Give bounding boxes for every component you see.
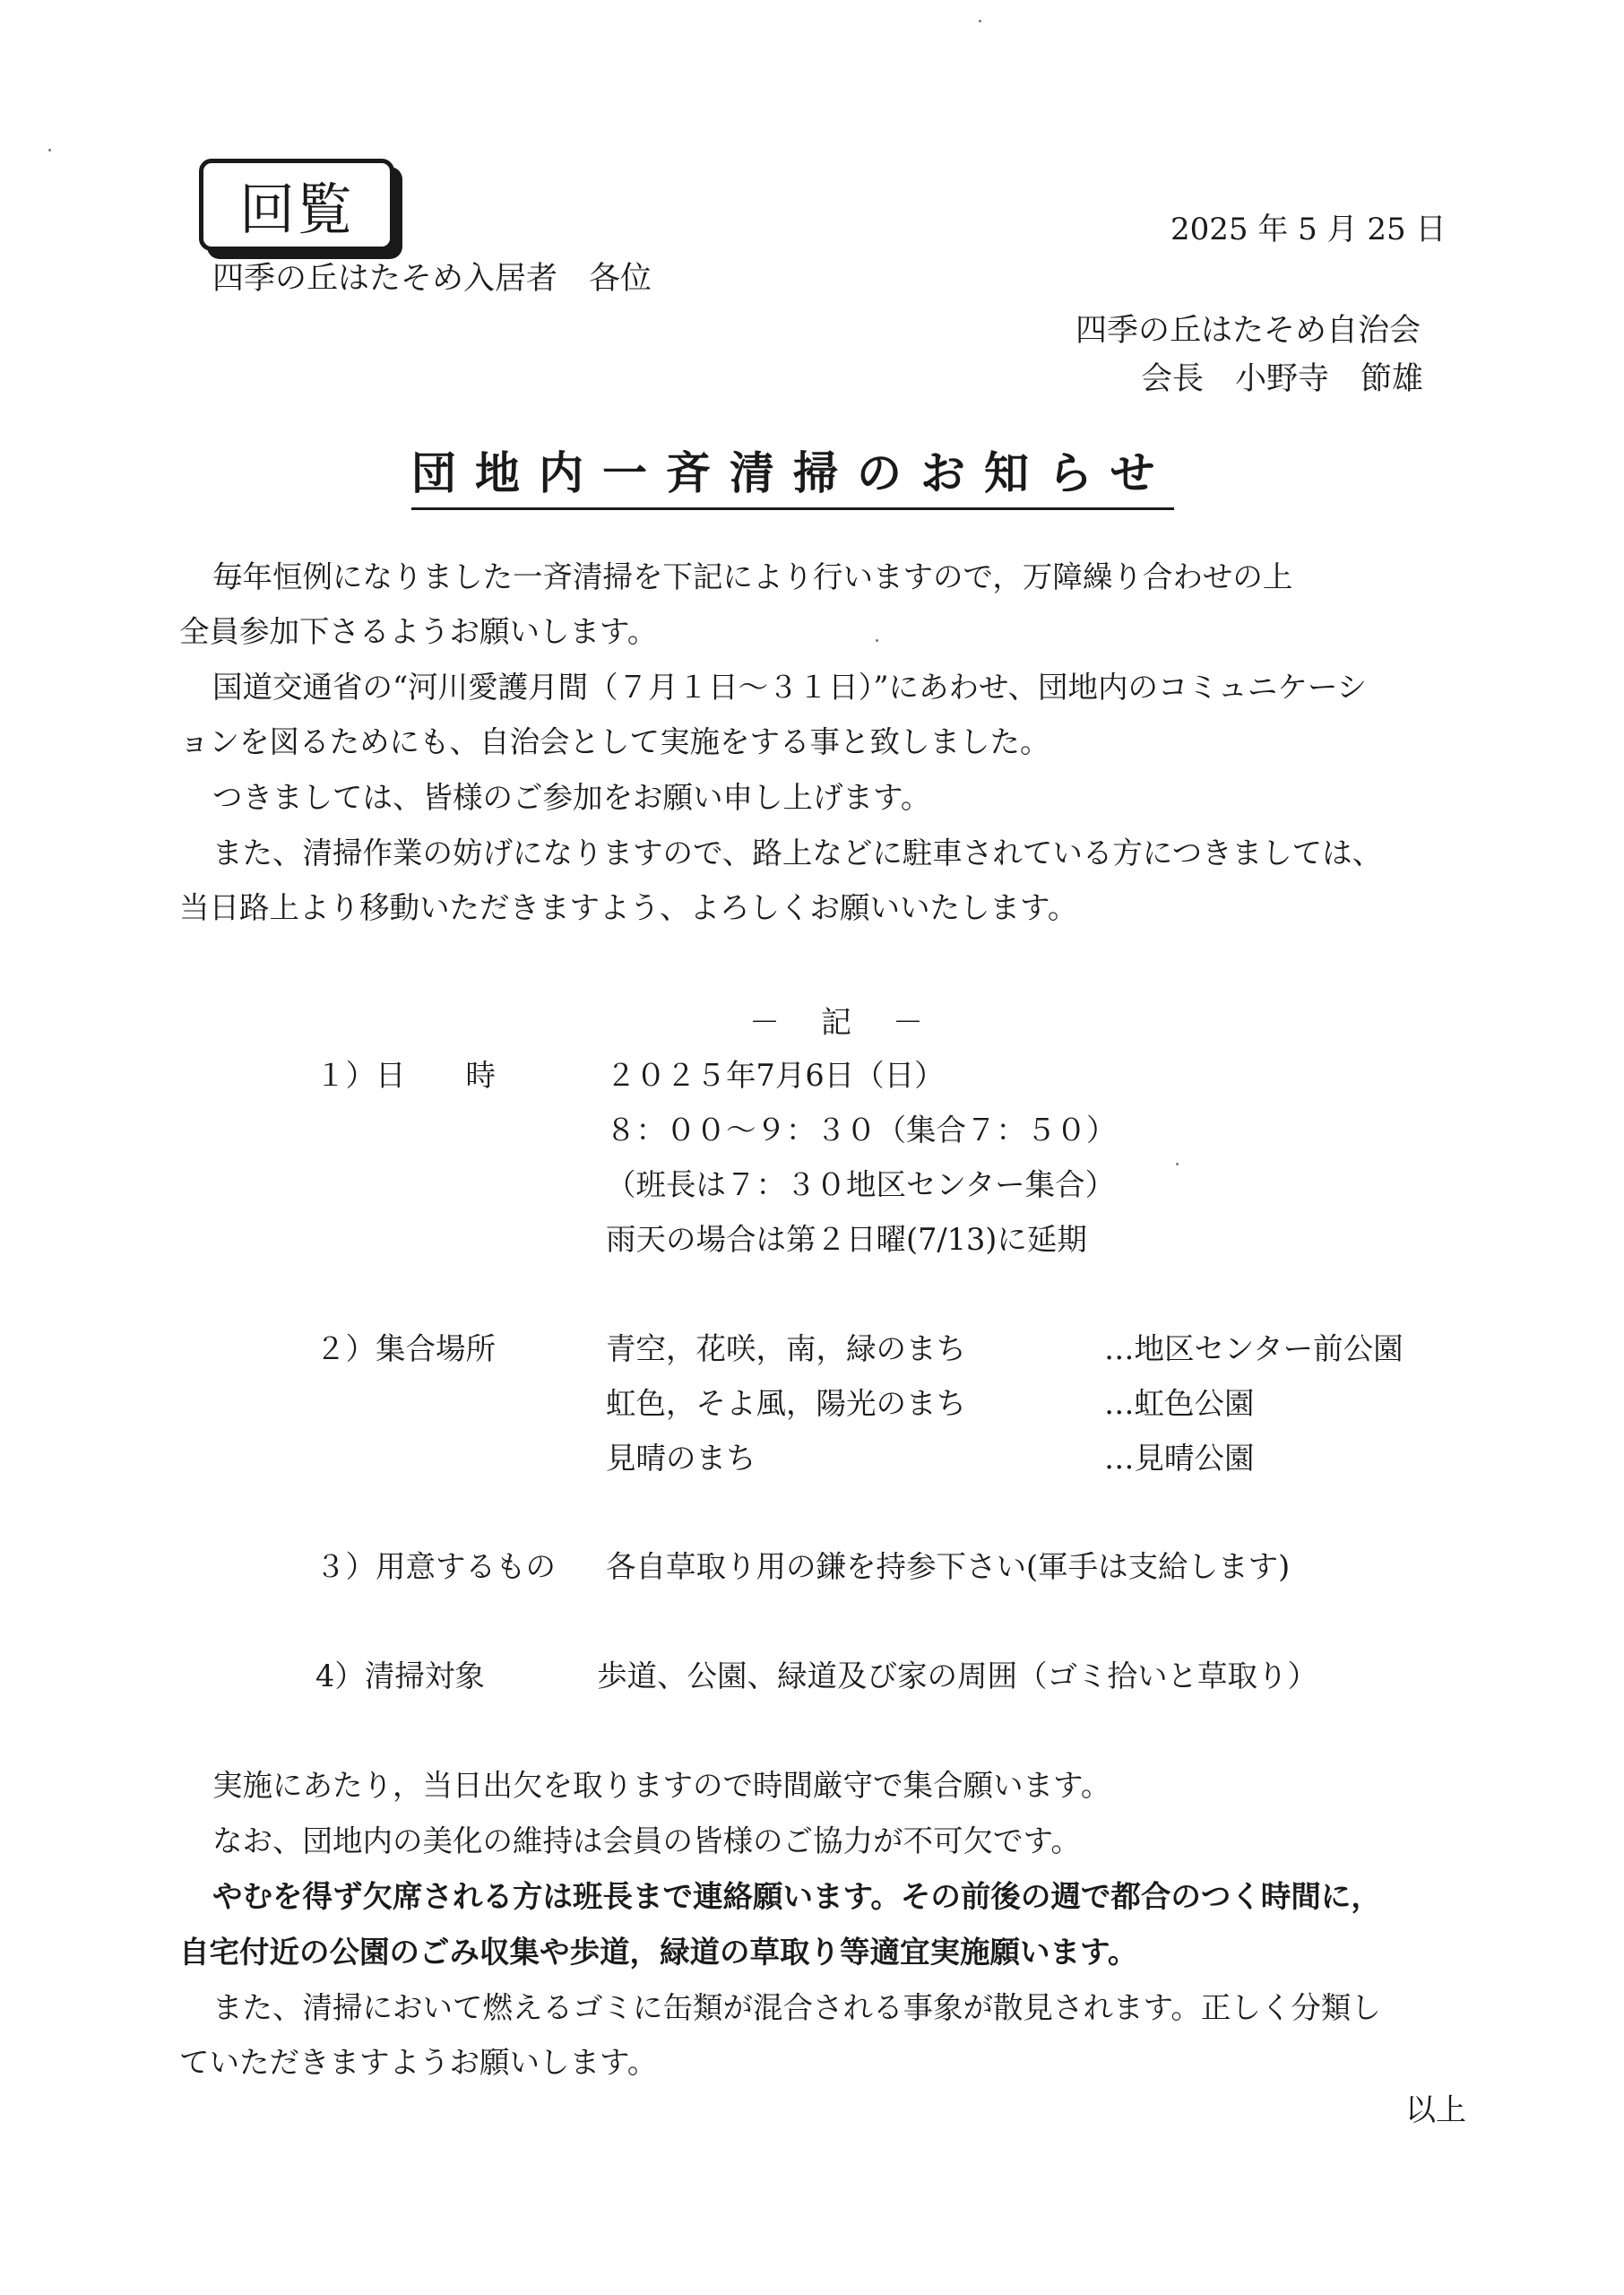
item-prepare-label: ３）用意するもの bbox=[315, 1549, 556, 1584]
closing-line: なお、団地内の美化の維持は会員の皆様のご協力が不可欠です。 bbox=[212, 1823, 1081, 1858]
notice-title: 団地内一斉清掃のお知らせ bbox=[411, 437, 1174, 510]
recipient: 四季の丘はたそめ入居者 各位 bbox=[212, 261, 652, 297]
meeting-place: …虹色公園 bbox=[1104, 1386, 1255, 1421]
sender-president: 会長 小野寺 節雄 bbox=[1141, 361, 1424, 397]
item-prepare-value: 各自草取り用の鎌を持参下さい(軍手は支給します) bbox=[606, 1549, 1291, 1584]
ki-heading: － 記 － bbox=[749, 1005, 929, 1041]
item-meeting-label: ２）集合場所 bbox=[315, 1331, 496, 1366]
meeting-place: …地区センター前公園 bbox=[1104, 1331, 1404, 1366]
closing-line: 実施にあたり，当日出欠を取りますので時間厳守で集合願います。 bbox=[212, 1768, 1111, 1803]
intro-line: また、清掃作業の妨げになりますので、路上などに駐車されている方につきましては、 bbox=[212, 836, 1383, 870]
intro-line: 全員参加下さるようお願いします。 bbox=[179, 614, 658, 649]
item-datetime-line: ２０２５年7月6日（日） bbox=[606, 1058, 945, 1093]
closing-line-bold: 自宅付近の公園のごみ収集や歩道，緑道の草取り等適宜実施願います。 bbox=[179, 1935, 1138, 1970]
closing-ijou: 以上 bbox=[1405, 2092, 1466, 2128]
scan-speck bbox=[48, 149, 51, 152]
intro-line: つきましては、皆様のご参加をお願い申し上げます。 bbox=[212, 780, 931, 815]
meeting-areas: 青空，花咲，南，緑のまち bbox=[606, 1331, 966, 1366]
item-datetime-line: （班長は７：３０地区センター集合） bbox=[606, 1167, 1116, 1202]
item-target-value: 歩道、公園、緑道及び家の周囲（ゴミ拾いと草取り） bbox=[597, 1658, 1317, 1693]
scan-speck bbox=[1176, 1163, 1179, 1165]
closing-line: ていただきますようお願いします。 bbox=[179, 2045, 658, 2080]
scan-speck bbox=[979, 20, 981, 22]
meeting-place: …見晴公園 bbox=[1104, 1441, 1255, 1476]
meeting-areas: 見晴のまち bbox=[606, 1441, 756, 1476]
intro-line: ョンを図るためにも、自治会として実施をする事と致しました。 bbox=[179, 724, 1050, 759]
closing-line: また、清掃において燃えるゴミに缶類が混合される事象が散見されます。正しく分類し bbox=[212, 1990, 1381, 2025]
sender-organization: 四季の丘はたそめ自治会 bbox=[1075, 313, 1421, 349]
item-target-label: 4）清掃対象 bbox=[315, 1658, 485, 1693]
meeting-areas: 虹色，そよ風，陽光のまち bbox=[606, 1386, 966, 1421]
circulation-stamp: 回覧 bbox=[199, 159, 394, 251]
item-datetime-line: ８：００～９：３０（集合７：５０） bbox=[606, 1113, 1117, 1148]
issue-date: 2025 年 5 月 25 日 bbox=[1170, 212, 1447, 247]
scan-speck bbox=[876, 639, 878, 642]
item-datetime-line: 雨天の場合は第２日曜(7/13)に延期 bbox=[606, 1222, 1087, 1257]
intro-line: 当日路上より移動いただきますよう、よろしくお願いいたします。 bbox=[179, 890, 1078, 925]
closing-line-bold: やむを得ず欠席される方は班長まで連絡願います。その前後の週で都合のつく時間に， bbox=[212, 1879, 1381, 1914]
item-datetime-label: １）日 時 bbox=[315, 1058, 496, 1093]
intro-line: 国道交通省の“河川愛護月間（７月１日～３１日）”にあわせ、団地内のコミュニケーシ bbox=[212, 670, 1368, 705]
intro-line: 毎年恒例になりました一斉清掃を下記により行いますので，万障繰り合わせの上 bbox=[212, 559, 1293, 594]
